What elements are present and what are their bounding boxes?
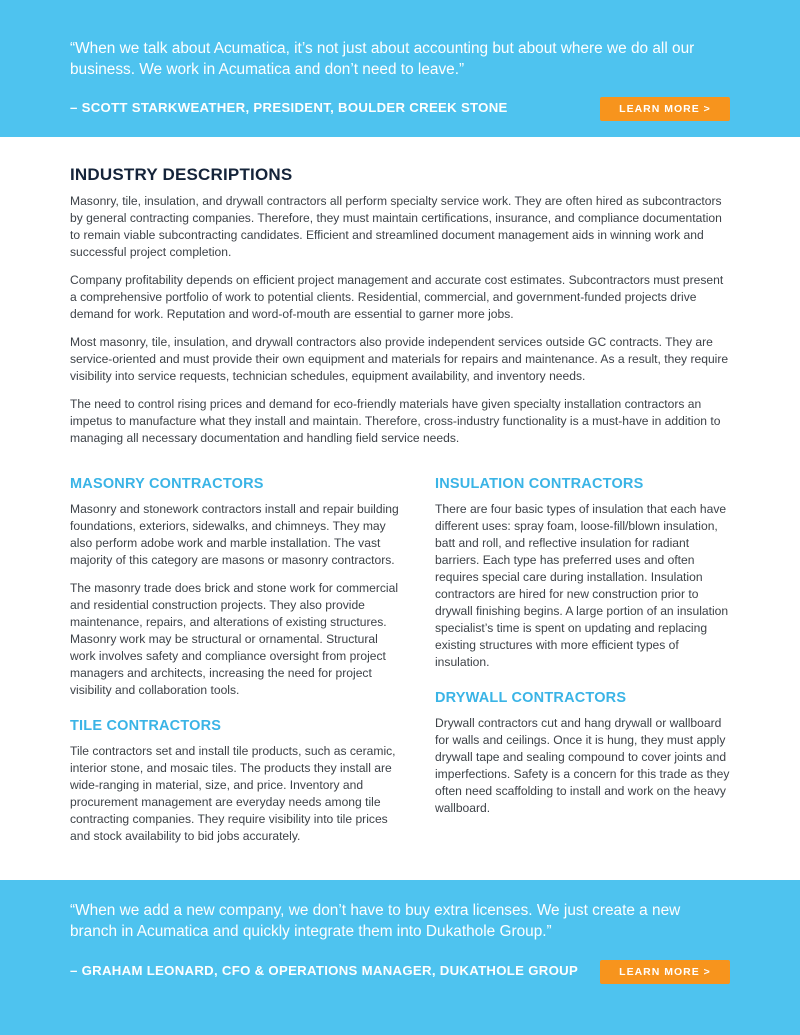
industry-descriptions-section [70,165,730,458]
insulation-title: INSULATION CONTRACTORS [435,476,644,492]
drywall-title: DRYWALL CONTRACTORS [435,690,627,706]
bottom-quote-text: “When we add a new company, we don’t have to buy extra licenses. We just create a new branch in Acumatica and quickly integrate them into Dukathole Group.” [70,902,681,940]
industry-descriptions-title: INDUSTRY DESCRIPTIONS [70,165,293,184]
left-column [70,476,405,856]
bottom-testimonial-band [0,880,800,1035]
bottom-quote-attribution: – GRAHAM LEONARD, CFO & OPERATIONS MANAGER, DUKATHOLE GROUP [70,963,579,978]
masonry-section [70,476,405,699]
bottom-attribution-row [70,960,730,984]
top-quote-text: “When we talk about Acumatica, it’s not just about accounting but about where we do all our business. We work in Acumatica and don’t need to leave.” [70,40,695,78]
bottom-learn-more-button[interactable]: LEARN MORE > [600,960,730,984]
industry-paragraph: Most masonry, tile, insulation, and drywall contractors also provide independent services outside GC contracts. They are service-oriented and must provide their own equipment and materials for repairs and maintenance. As a result, they require visibility into service requests, technician schedules, equipment availability, and inventory needs. [70,335,729,383]
insulation-section [435,476,730,671]
industry-paragraph: The need to control rising prices and demand for eco-friendly materials have given specialty installation contractors an impetus to manufacture what they install and maintain. Therefore, cross-industry functionality is a must-have in addition to managing all necessary documentation and handling field service needs. [70,397,721,445]
masonry-paragraph: Masonry and stonework contractors install and repair building foundations, exteriors, sidewalks, and chimneys. They may also perform adobe work and marble installation. The vast majority of this category are masons or masonry contractors. [70,502,399,567]
top-attribution-row [70,97,730,121]
right-column [435,476,730,828]
tile-section [70,718,405,845]
tile-title: TILE CONTRACTORS [70,718,222,734]
industry-paragraph: Company profitability depends on efficient project management and accurate cost estimates. Subcontractors must present a comprehensive portfolio of work to potential clients. Residential, commercial, and government-funded projects drive demand for work. Reputation and word-of-mouth are essential to garner more jobs. [70,273,724,321]
top-quote-attribution: – SCOTT STARKWEATHER, PRESIDENT, BOULDER CREEK STONE [70,100,508,115]
drywall-paragraph: Drywall contractors cut and hang drywall or wallboard for walls and ceilings. Once it is hung, they must apply drywall tape and sealing compound to cover joints and imperfections. Safety is a concern for this trade as they often need scaffolding to install and work on the heavy wallboard. [435,716,730,815]
industry-paragraph: Masonry, tile, insulation, and drywall contractors all perform specialty service work. They are often hired as subcontractors by general contracting companies. Therefore, they must maintain certifications, insurance, and compliance documentation to remain viable subcontracting candidates. Efficient and streamlined document management aids in winning work and successful project completion. [70,194,722,259]
top-learn-more-button[interactable]: LEARN MORE > [600,97,730,121]
masonry-title: MASONRY CONTRACTORS [70,476,264,492]
top-testimonial-band [0,0,800,137]
tile-paragraph: Tile contractors set and install tile products, such as ceramic, interior stone, and mosaic tiles. The products they install are wide-ranging in material, size, and price. Inventory and procurement management are everyday needs among tile contracting companies. They require visibility into tile prices and stock availability to bid jobs accurately. [70,744,396,843]
drywall-section [435,690,730,817]
insulation-paragraph: There are four basic types of insulation that each have different uses: spray foam, loose-fill/blown insulation, batt and roll, and reflective insulation for radiant barriers. Each type has preferred uses and often requires special care during installation. Insulation contractors are hired for new construction prior to drywall finishing begins. A large portion of an insulation specialist’s time is spent on updating and replacing existing structures with more efficient types of insulation. [435,502,729,669]
masonry-paragraph: The masonry trade does brick and stone work for commercial and residential construction projects. They also provide maintenance, repairs, and alterations of existing structures. Masonry work may be structural or ornamental. Structural work involves safety and compliance oversight from project managers and architects, increasing the need for project visibility and collaboration tools. [70,581,399,697]
